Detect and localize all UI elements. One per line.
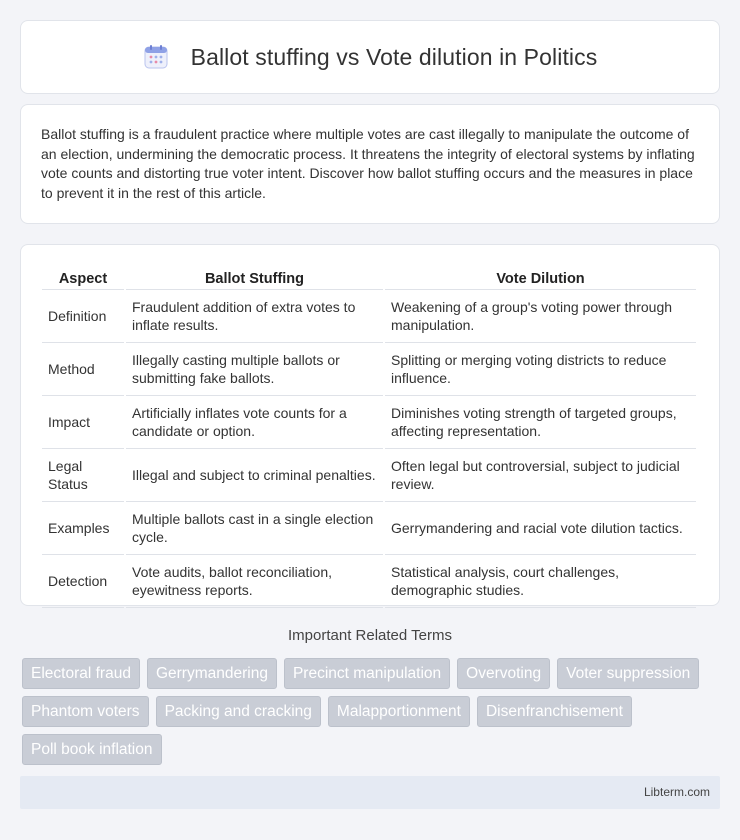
row-ballot-stuffing: Fraudulent addition of extra votes to inflate results. bbox=[126, 292, 383, 343]
comparison-table bbox=[40, 265, 698, 610]
calendar-icon bbox=[143, 44, 169, 70]
table-row bbox=[42, 292, 696, 343]
related-term-tag[interactable]: Phantom voters bbox=[22, 696, 149, 727]
intro-text: Ballot stuffing is a fraudulent practice where multiple votes are cast illegally to manipulate the outcome of an election, undermining the democratic process. It threatens the integrity of electoral systems by inflating vote counts and distorting true voter intent. Discover how ballot stuffing occurs and the measures in place to prevent it in the rest of this article. bbox=[41, 126, 695, 201]
footer-site-link[interactable]: Libterm.com bbox=[643, 785, 710, 799]
related-terms-list bbox=[22, 658, 722, 765]
row-aspect: Examples bbox=[42, 504, 124, 555]
footer bbox=[20, 776, 720, 809]
table-row bbox=[42, 504, 696, 555]
related-term-tag[interactable]: Poll book inflation bbox=[22, 734, 162, 765]
header-aspect: Aspect bbox=[42, 267, 124, 290]
row-ballot-stuffing: Multiple ballots cast in a single election cycle. bbox=[126, 504, 383, 555]
related-term-tag[interactable]: Precinct manipulation bbox=[284, 658, 450, 689]
table-row bbox=[42, 345, 696, 396]
table-header-row bbox=[42, 267, 696, 290]
intro-card bbox=[20, 104, 720, 224]
related-term-tag[interactable]: Electoral fraud bbox=[22, 658, 140, 689]
related-term-tag[interactable]: Malapportionment bbox=[328, 696, 470, 727]
row-ballot-stuffing: Artificially inflates vote counts for a candidate or option. bbox=[126, 398, 383, 449]
row-ballot-stuffing: Illegally casting multiple ballots or submitting fake ballots. bbox=[126, 345, 383, 396]
related-term-tag[interactable]: Voter suppression bbox=[557, 658, 699, 689]
row-vote-dilution: Statistical analysis, court challenges, demographic studies. bbox=[385, 557, 696, 608]
page-title: Ballot stuffing vs Vote dilution in Politics bbox=[190, 43, 598, 70]
row-vote-dilution: Diminishes voting strength of targeted groups, affecting representation. bbox=[385, 398, 696, 449]
table-row bbox=[42, 398, 696, 449]
row-aspect: Detection bbox=[42, 557, 124, 608]
header-card bbox=[20, 20, 720, 94]
row-ballot-stuffing: Vote audits, ballot reconciliation, eyewitness reports. bbox=[126, 557, 383, 608]
table-row bbox=[42, 451, 696, 502]
related-term-tag[interactable]: Overvoting bbox=[457, 658, 550, 689]
related-term-tag[interactable]: Gerrymandering bbox=[147, 658, 277, 689]
table-row bbox=[42, 557, 696, 608]
row-aspect: Definition bbox=[42, 292, 124, 343]
related-term-tag[interactable]: Packing and cracking bbox=[156, 696, 321, 727]
related-terms-title: Important Related Terms bbox=[288, 627, 452, 644]
row-aspect: Legal Status bbox=[42, 451, 124, 502]
row-ballot-stuffing: Illegal and subject to criminal penalties. bbox=[126, 451, 383, 502]
row-aspect: Impact bbox=[42, 398, 124, 449]
related-term-tag[interactable]: Disenfranchisement bbox=[477, 696, 632, 727]
row-aspect: Method bbox=[42, 345, 124, 396]
header-ballot-stuffing: Ballot Stuffing bbox=[126, 267, 383, 290]
row-vote-dilution: Splitting or merging voting districts to reduce influence. bbox=[385, 345, 696, 396]
comparison-card bbox=[20, 244, 720, 606]
row-vote-dilution: Often legal but controversial, subject to judicial review. bbox=[385, 451, 696, 502]
header-vote-dilution: Vote Dilution bbox=[385, 267, 696, 290]
row-vote-dilution: Weakening of a group's voting power through manipulation. bbox=[385, 292, 696, 343]
row-vote-dilution: Gerrymandering and racial vote dilution tactics. bbox=[385, 504, 696, 555]
